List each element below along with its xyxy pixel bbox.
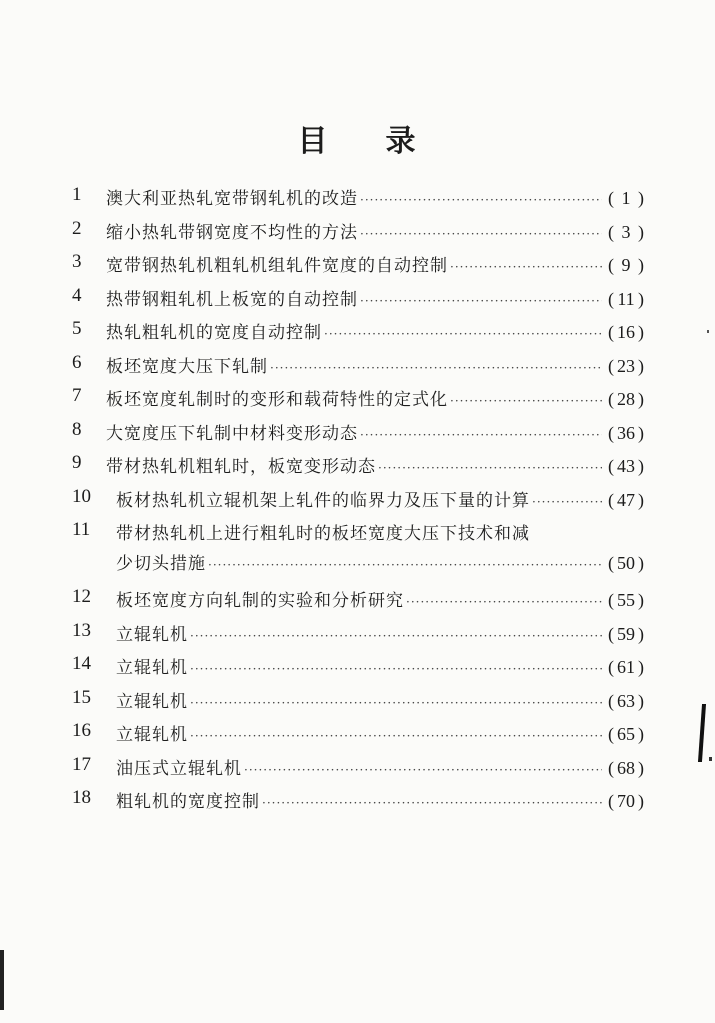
toc-entry-4[interactable] bbox=[72, 277, 644, 311]
entry-number: 5 bbox=[72, 318, 82, 339]
entry-title: 立辊轧机 bbox=[116, 658, 188, 678]
entry-title: 大宽度压下轧制中材料变形动态 bbox=[106, 423, 358, 444]
leader-dots bbox=[190, 696, 602, 710]
entry-title-continued: 少切头措施 bbox=[116, 554, 206, 574]
toc-entry-15[interactable] bbox=[72, 679, 644, 713]
entry-number: 12 bbox=[72, 586, 91, 607]
toc-entry-11-continued[interactable] bbox=[72, 541, 644, 578]
leader-dots bbox=[244, 763, 602, 777]
entry-title: 板坯宽度大压下轧制 bbox=[106, 356, 268, 377]
toc-entry-2[interactable] bbox=[72, 210, 644, 244]
entry-title: 粗轧机的宽度控制 bbox=[116, 792, 260, 812]
entry-page: ( 68 ) bbox=[608, 757, 644, 778]
scan-edge-mark bbox=[698, 704, 706, 762]
leader-dots bbox=[450, 394, 602, 408]
entry-page: ( 11 ) bbox=[608, 288, 644, 309]
toc-entry-11[interactable] bbox=[72, 511, 644, 544]
toc-entry-17[interactable] bbox=[72, 746, 644, 780]
entry-number: 11 bbox=[72, 519, 91, 540]
entry-title: 立辊轧机 bbox=[116, 725, 188, 745]
toc-entry-5[interactable] bbox=[72, 310, 644, 344]
toc-entry-13[interactable] bbox=[72, 612, 644, 646]
entry-number: 3 bbox=[72, 251, 82, 272]
entry-number: 16 bbox=[72, 720, 91, 741]
entry-number: 6 bbox=[72, 351, 82, 373]
entry-page: ( 3 ) bbox=[608, 221, 644, 242]
leader-dots bbox=[360, 294, 602, 308]
entry-number: 17 bbox=[72, 753, 91, 775]
page-title bbox=[0, 116, 715, 160]
entry-number: 13 bbox=[72, 619, 91, 641]
entry-number: 7 bbox=[72, 385, 82, 406]
entry-title: 立辊轧机 bbox=[116, 691, 188, 712]
entry-page: ( 55 ) bbox=[608, 590, 644, 610]
toc-entry-12[interactable] bbox=[72, 578, 644, 612]
leader-dots bbox=[190, 729, 602, 743]
entry-page: ( 50 ) bbox=[608, 553, 644, 573]
leader-dots bbox=[406, 595, 602, 609]
entry-page: ( 36 ) bbox=[608, 422, 644, 443]
toc-entry-10[interactable] bbox=[72, 478, 644, 512]
entry-page: ( 16 ) bbox=[608, 322, 644, 342]
entry-number: 4 bbox=[72, 284, 82, 306]
entry-number: 2 bbox=[72, 217, 82, 239]
scan-speck bbox=[709, 757, 712, 761]
entry-page: ( 1 ) bbox=[608, 188, 644, 208]
entry-number: 8 bbox=[72, 418, 82, 440]
entry-title: 油压式立辊轧机 bbox=[116, 758, 242, 779]
entry-page: ( 47 ) bbox=[608, 489, 644, 510]
leader-dots bbox=[450, 260, 602, 274]
entry-number: 10 bbox=[72, 485, 91, 507]
title-char-2: 录 bbox=[385, 124, 418, 159]
title-char-1: 目 bbox=[297, 124, 330, 159]
leader-dots bbox=[532, 495, 602, 509]
scan-edge-mark bbox=[0, 950, 4, 1010]
entry-title: 缩小热轧带钢宽度不均性的方法 bbox=[106, 222, 358, 243]
leader-dots bbox=[270, 361, 602, 375]
leader-dots bbox=[190, 629, 602, 643]
entry-page: ( 70 ) bbox=[608, 791, 644, 811]
entry-title: 立辊轧机 bbox=[116, 624, 188, 645]
table-of-contents bbox=[72, 176, 644, 813]
toc-entry-14[interactable] bbox=[72, 645, 644, 679]
leader-dots bbox=[190, 662, 602, 676]
entry-page: ( 59 ) bbox=[608, 623, 644, 644]
entry-page: ( 63 ) bbox=[608, 690, 644, 711]
entry-number: 15 bbox=[72, 686, 91, 708]
entry-title: 板坯宽度方向轧制的实验和分析研究 bbox=[116, 591, 404, 611]
entry-title: 带材热轧机上进行粗轧时的板坯宽度大压下技术和减 bbox=[116, 524, 530, 544]
toc-entry-3[interactable] bbox=[72, 243, 644, 277]
entry-title: 宽带钢热轧机粗轧机组轧件宽度的自动控制 bbox=[106, 256, 448, 276]
entry-title: 澳大利亚热轧宽带钢轧机的改造 bbox=[106, 189, 358, 209]
leader-dots bbox=[360, 193, 602, 207]
entry-number: 14 bbox=[72, 653, 91, 674]
entry-page: ( 65 ) bbox=[608, 724, 644, 744]
leader-dots bbox=[208, 558, 602, 572]
entry-page: ( 23 ) bbox=[608, 355, 644, 376]
entry-title: 板材热轧机立辊机架上轧件的临界力及压下量的计算 bbox=[116, 490, 530, 511]
scan-speck bbox=[707, 330, 709, 333]
entry-page: ( 9 ) bbox=[608, 255, 644, 275]
leader-dots bbox=[360, 227, 602, 241]
entry-page: ( 43 ) bbox=[608, 456, 644, 476]
toc-entry-16[interactable] bbox=[72, 712, 644, 746]
leader-dots bbox=[324, 327, 602, 341]
toc-entry-8[interactable] bbox=[72, 411, 644, 445]
entry-number: 9 bbox=[72, 452, 82, 473]
entry-number: 1 bbox=[72, 184, 82, 205]
entry-page: ( 61 ) bbox=[608, 657, 644, 677]
toc-entry-9[interactable] bbox=[72, 444, 644, 478]
toc-entry-1[interactable] bbox=[72, 176, 644, 210]
entry-title: 板坯宽度轧制时的变形和载荷特性的定式化 bbox=[106, 390, 448, 410]
toc-entry-6[interactable] bbox=[72, 344, 644, 378]
entry-title: 带材热轧机粗轧时，板宽变形动态 bbox=[106, 457, 376, 477]
leader-dots bbox=[378, 461, 602, 475]
toc-entry-7[interactable] bbox=[72, 377, 644, 411]
entry-title: 热带钢粗轧机上板宽的自动控制 bbox=[106, 289, 358, 310]
toc-entry-18[interactable] bbox=[72, 779, 644, 813]
entry-number: 18 bbox=[72, 787, 91, 808]
leader-dots bbox=[360, 428, 602, 442]
entry-page: ( 28 ) bbox=[608, 389, 644, 409]
leader-dots bbox=[262, 796, 602, 810]
entry-title: 热轧粗轧机的宽度自动控制 bbox=[106, 323, 322, 343]
